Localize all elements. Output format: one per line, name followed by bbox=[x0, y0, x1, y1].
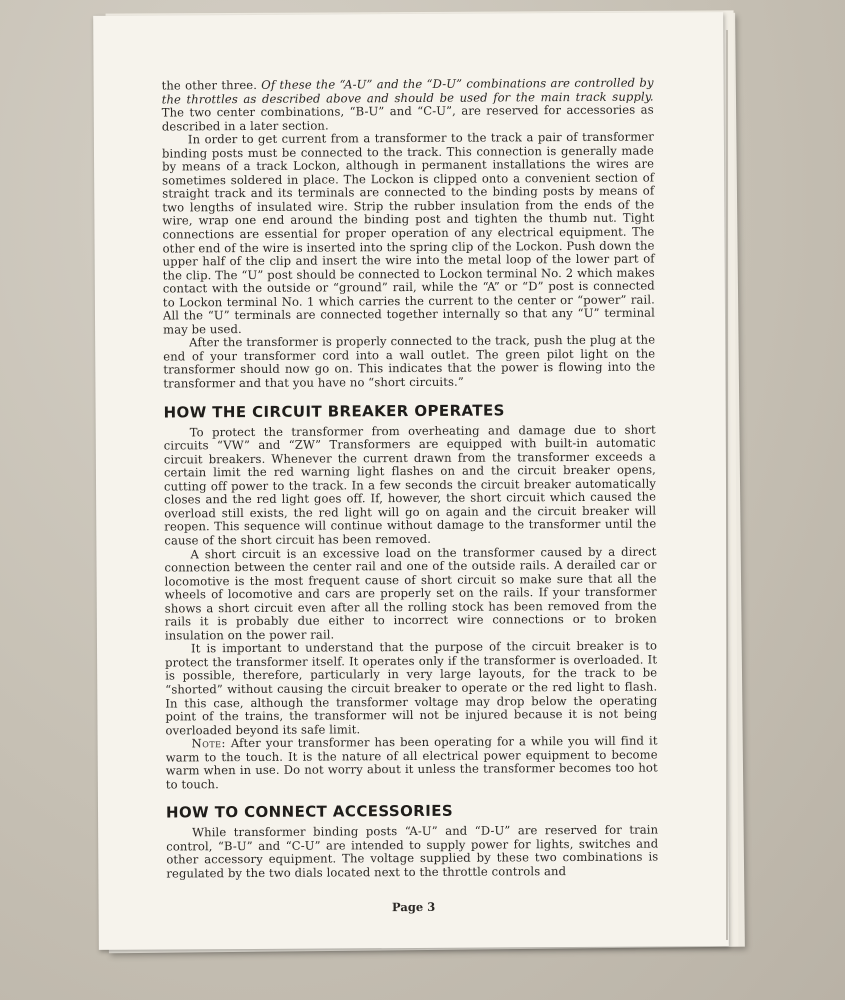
intro-paragraph bbox=[162, 77, 654, 134]
accessories-paragraph: While transformer binding posts “A-U” and “D-U” are reserved for train control, “B-U” and “C-U” are intended to supply power for lights, switches and other accessory equipment. The voltage supplied by these two combinations is regulated by the two dials located next to the throttle controls and bbox=[166, 822, 659, 881]
intro-emphasis: Of these the “A-U” and the “D-U” combinations are controlled by the throttles as described above and should be used for the main track supply. bbox=[161, 75, 654, 107]
note-paragraph bbox=[166, 735, 658, 792]
circuit-breaker-heading: HOW THE CIRCUIT BREAKER OPERATES bbox=[163, 401, 505, 422]
manual-page bbox=[93, 12, 729, 950]
note-text: After your transformer has been operating for a while you will find it warm to the touch. It is the nature of all electrical power equipment to become warm when in use. Do not worry about it unless the transformer becomes too hot to touch. bbox=[165, 733, 658, 792]
page-stack-edge bbox=[726, 30, 728, 940]
breaker-paragraph-2: A short circuit is an excessive load on the transformer caused by a direct connection between the center rail and one of the outside rails. A derailed car or locomotive is the most frequent cause of short circuit so make sure that all the wheels of locomotive and cars are properly set on the rails. If your transformer shows a short circuit even after all the rolling stock has been removed from the rails it is probably due either to incorrect wire connections or to broken insulation on the power rail. bbox=[164, 544, 657, 643]
breaker-paragraph-3: It is important to understand that the purpose of the circuit breaker is to protect the transformer itself. It operates only if the transformer is overloaded. It is possible, therefore, particularly in very large layouts, for the track to be “shorted” without causing the circuit breaker to operate or the red light to flash. In this case, although the transformer voltage may drop below the operating point of the trains, the transformer will not be injured because it is not being overloaded beyond its safe limit. bbox=[165, 638, 658, 738]
breaker-paragraph-1: To protect the transformer from overheating and damage due to short circuits “VW” and “ZW” Transformers are equipped with built-in automatic circuit breakers. Whenever the current drawn from the transformer exceeds a certain limit the red warning light flashes on and the circuit breaker opens, cutting off power to the track. In a few seconds the circuit breaker automatically closes and the red light goes off. If, however, the short circuit which caused the overload still exists, the red light will go on again and the circuit breaker will reopen. This sequence will continue without damage to the transformer until the cause of the short circuit has been removed. bbox=[163, 422, 657, 548]
accessories-heading: HOW TO CONNECT ACCESSORIES bbox=[165, 802, 454, 822]
plug-paragraph: After the transformer is properly connected to the track, push the plug at the end of your transformer cord into a wall outlet. The green pilot light on the transformer should now go on. This indicates that the power is flowing into the transformer and that you have no “short circuits.” bbox=[163, 332, 656, 391]
lockon-paragraph: In order to get current from a transformer to the track a pair of transformer binding posts must be connected to the track. This connection is generally made by means of a track Lockon, although in permanent installations the wires are sometimes soldered in place. The Lockon is clipped onto a convenient section of straight track and its terminals are connected to the binding posts by means of two lengths of insulated wire. Strip the rubber insulation from the ends of the wire, wrap one end around the binding post and tighten the thumb nut. Tight connections are essential for proper operation of any electrical equipment. The other end of the wire is inserted into the spring clip of the Lockon. Push down the upper half of the clip and insert the wire into the metal loop of the lower part of the clip. The “U” post should be connected to Lockon terminal No. 2 which makes contact with the outside or “ground” rail, while the “A” or “D” post is connected to Lockon terminal No. 1 which carries the current to the center or “power” rail. All the “U” terminals are connected together internally so that any “U” terminal may be used. bbox=[161, 129, 656, 337]
intro-seg1: the other three. bbox=[161, 77, 262, 93]
intro-seg3: The two center combinations, “B-U” and “C-U”, are reserved for accessories as described in a later section. bbox=[161, 102, 654, 134]
note-label: Note: bbox=[191, 736, 226, 751]
page-number: Page 3 bbox=[391, 899, 436, 915]
